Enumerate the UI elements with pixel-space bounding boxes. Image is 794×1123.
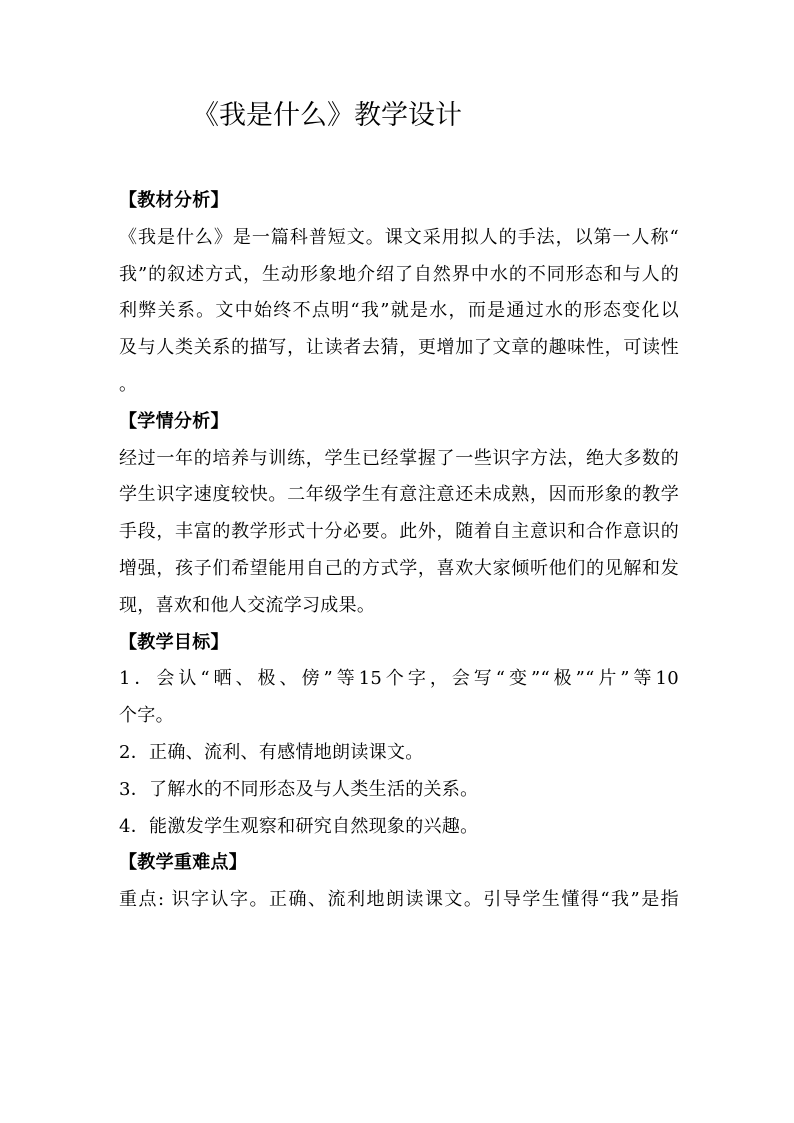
paragraph-line: 重点: 识字认字。正确、流利地朗读课文。引导学生懂得“我”是指 bbox=[119, 889, 679, 911]
objective-item: 2．正确、流利、有感情地朗读课文。 bbox=[119, 741, 424, 763]
section-heading: 【教学重难点】 bbox=[119, 852, 248, 874]
section-key-points bbox=[119, 845, 679, 919]
objective-item-continued: 个字。 bbox=[119, 705, 174, 727]
section-teaching-objectives bbox=[119, 625, 679, 846]
paragraph-line: 及与人类关系的描写，让读者去猜，更增加了文章的趣味性，可读性 bbox=[119, 337, 679, 359]
paragraph-line: 学生识字速度较快。二年级学生有意注意还未成熟，因而形象的教学 bbox=[119, 484, 679, 506]
paragraph-line: 经过一年的培养与训练，学生已经掌握了一些识字方法，绝大多数的 bbox=[119, 447, 679, 469]
objective-item: 1．会认“晒、极、傍”等15个字，会写“变”“极”“片”等10 bbox=[119, 668, 679, 690]
objective-item: 4．能激发学生观察和研究自然现象的兴趣。 bbox=[119, 815, 479, 837]
paragraph-line: 手段，丰富的教学形式十分必要。此外，随着自主意识和合作意识的 bbox=[119, 521, 679, 543]
paragraph-line: 。 bbox=[119, 373, 138, 395]
paragraph-line: 我”的叙述方式，生动形象地介绍了自然界中水的不同形态和与人的 bbox=[119, 263, 679, 285]
section-heading: 【教材分析】 bbox=[119, 190, 229, 211]
section-student-analysis bbox=[119, 404, 679, 625]
paragraph-line: 《我是什么》是一篇科普短文。课文采用拟人的手法，以第一人称“ bbox=[119, 226, 679, 248]
document-body bbox=[119, 183, 679, 919]
section-heading: 【教学目标】 bbox=[119, 631, 229, 653]
paragraph-line: 增强，孩子们希望能用自己的方式学，喜欢大家倾听他们的见解和发 bbox=[119, 557, 679, 579]
section-heading: 【学情分析】 bbox=[119, 410, 229, 432]
objective-item: 3．了解水的不同形态及与人类生活的关系。 bbox=[119, 778, 479, 800]
document-title: 《我是什么》教学设计 bbox=[192, 100, 462, 131]
paragraph-line: 现，喜欢和他人交流学习成果。 bbox=[119, 594, 376, 616]
section-textbook-analysis bbox=[119, 183, 679, 404]
paragraph-line: 利弊关系。文中始终不点明“我”就是水，而是通过水的形态变化以 bbox=[119, 300, 679, 322]
